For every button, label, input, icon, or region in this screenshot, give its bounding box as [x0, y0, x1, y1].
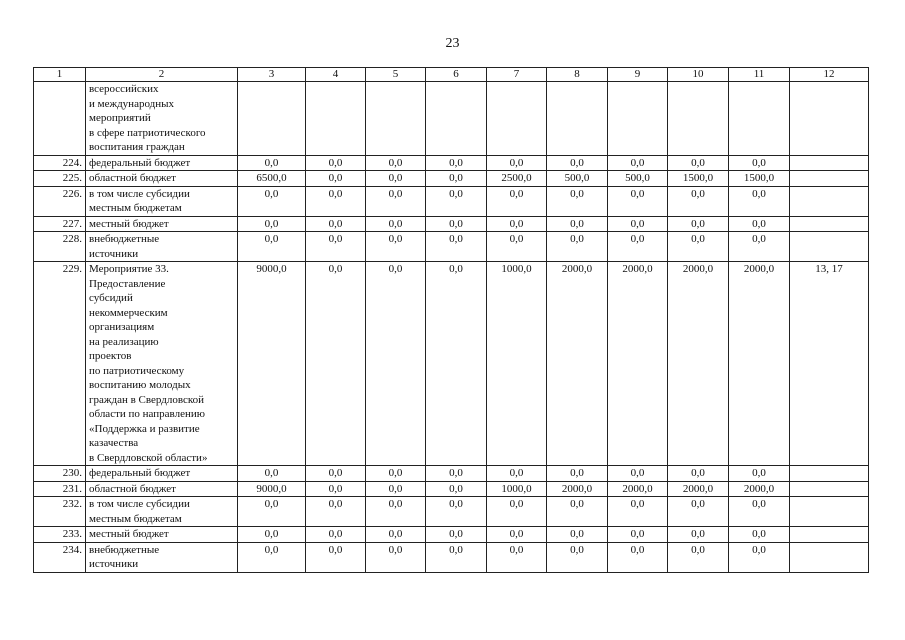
value-cell: 0,0 — [729, 155, 790, 171]
value-cell: 0,0 — [668, 232, 729, 262]
value-cell: 0,0 — [306, 466, 366, 482]
header-cell: 3 — [238, 68, 306, 82]
row-name: федеральный бюджет — [86, 155, 238, 171]
table-row — [34, 82, 869, 156]
header-row — [34, 68, 869, 82]
value-cell: 0,0 — [487, 542, 547, 572]
value-cell: 0,0 — [729, 186, 790, 216]
value-cell: 0,0 — [366, 186, 426, 216]
value-cell — [487, 82, 547, 156]
value-cell: 0,0 — [487, 186, 547, 216]
row-number: 233. — [34, 527, 86, 543]
value-cell: 0,0 — [547, 155, 608, 171]
row-name: внебюджетные источники — [86, 232, 238, 262]
value-cell: 9000,0 — [238, 481, 306, 497]
value-cell — [366, 82, 426, 156]
value-cell: 0,0 — [487, 466, 547, 482]
value-cell: 0,0 — [668, 186, 729, 216]
target-indicator-cell — [790, 527, 869, 543]
value-cell: 0,0 — [238, 155, 306, 171]
value-cell: 0,0 — [306, 542, 366, 572]
value-cell: 0,0 — [366, 171, 426, 187]
header-cell: 11 — [729, 68, 790, 82]
value-cell: 0,0 — [426, 232, 487, 262]
value-cell: 1000,0 — [487, 481, 547, 497]
value-cell: 6500,0 — [238, 171, 306, 187]
value-cell: 0,0 — [608, 466, 668, 482]
value-cell: 1500,0 — [729, 171, 790, 187]
value-cell — [238, 82, 306, 156]
value-cell: 0,0 — [487, 527, 547, 543]
value-cell: 0,0 — [487, 497, 547, 527]
value-cell: 0,0 — [547, 232, 608, 262]
header-cell: 7 — [487, 68, 547, 82]
row-number: 229. — [34, 262, 86, 466]
table-row — [34, 542, 869, 572]
row-number: 232. — [34, 497, 86, 527]
value-cell: 0,0 — [238, 232, 306, 262]
table-body — [34, 68, 869, 573]
value-cell: 0,0 — [366, 262, 426, 466]
row-number: 228. — [34, 232, 86, 262]
header-cell: 10 — [668, 68, 729, 82]
value-cell: 0,0 — [306, 186, 366, 216]
value-cell: 0,0 — [366, 542, 426, 572]
row-name: внебюджетные источники — [86, 542, 238, 572]
target-indicator-cell — [790, 497, 869, 527]
value-cell: 0,0 — [668, 466, 729, 482]
value-cell: 0,0 — [487, 232, 547, 262]
value-cell: 0,0 — [668, 155, 729, 171]
row-name: Мероприятие 33. Предоставление субсидий некоммерческим организациям на реализацию проектов по патриотическому воспитанию молодых граждан в Свердловской области по направлению «Поддержка и развитие казачества в Свердловской области» — [86, 262, 238, 466]
value-cell: 0,0 — [306, 155, 366, 171]
table-row — [34, 527, 869, 543]
value-cell: 2000,0 — [547, 262, 608, 466]
page-number: 23 — [445, 36, 460, 51]
target-indicator-cell — [790, 186, 869, 216]
header-cell: 8 — [547, 68, 608, 82]
value-cell: 2000,0 — [608, 262, 668, 466]
value-cell: 2000,0 — [547, 481, 608, 497]
value-cell: 0,0 — [306, 497, 366, 527]
header-cell: 5 — [366, 68, 426, 82]
row-name: в том числе субсидии местным бюджетам — [86, 186, 238, 216]
value-cell: 0,0 — [729, 527, 790, 543]
value-cell — [608, 82, 668, 156]
row-name: областной бюджет — [86, 481, 238, 497]
table-row — [34, 497, 869, 527]
value-cell: 0,0 — [366, 497, 426, 527]
value-cell: 0,0 — [729, 232, 790, 262]
value-cell: 0,0 — [426, 155, 487, 171]
value-cell: 0,0 — [487, 155, 547, 171]
value-cell: 0,0 — [608, 186, 668, 216]
value-cell: 0,0 — [668, 527, 729, 543]
row-number — [34, 82, 86, 156]
value-cell — [426, 82, 487, 156]
value-cell: 0,0 — [547, 497, 608, 527]
value-cell — [306, 82, 366, 156]
value-cell: 2000,0 — [668, 481, 729, 497]
value-cell: 500,0 — [547, 171, 608, 187]
value-cell: 0,0 — [426, 216, 487, 232]
target-indicator-cell — [790, 171, 869, 187]
value-cell: 2000,0 — [729, 262, 790, 466]
value-cell: 2000,0 — [668, 262, 729, 466]
header-cell: 4 — [306, 68, 366, 82]
table-row — [34, 216, 869, 232]
row-number: 226. — [34, 186, 86, 216]
header-cell: 2 — [86, 68, 238, 82]
row-name: местный бюджет — [86, 527, 238, 543]
row-number: 225. — [34, 171, 86, 187]
value-cell: 0,0 — [668, 216, 729, 232]
row-number: 230. — [34, 466, 86, 482]
table-row — [34, 171, 869, 187]
value-cell: 0,0 — [547, 216, 608, 232]
row-name: в том числе субсидии местным бюджетам — [86, 497, 238, 527]
value-cell: 0,0 — [608, 216, 668, 232]
value-cell: 0,0 — [426, 542, 487, 572]
target-indicator-cell — [790, 481, 869, 497]
header-cell: 9 — [608, 68, 668, 82]
value-cell: 0,0 — [729, 216, 790, 232]
value-cell: 0,0 — [366, 466, 426, 482]
table-row — [34, 186, 869, 216]
row-name: всероссийских и международных мероприятий в сфере патриотического воспитания граждан — [86, 82, 238, 156]
table-row — [34, 481, 869, 497]
value-cell: 0,0 — [306, 216, 366, 232]
value-cell: 1500,0 — [668, 171, 729, 187]
table-row — [34, 155, 869, 171]
value-cell: 0,0 — [547, 186, 608, 216]
target-indicator-cell — [790, 155, 869, 171]
value-cell: 0,0 — [426, 527, 487, 543]
value-cell: 2500,0 — [487, 171, 547, 187]
row-name: федеральный бюджет — [86, 466, 238, 482]
value-cell: 0,0 — [238, 466, 306, 482]
value-cell: 0,0 — [426, 186, 487, 216]
value-cell: 2000,0 — [729, 481, 790, 497]
budget-table — [33, 67, 869, 573]
header-cell: 1 — [34, 68, 86, 82]
value-cell: 0,0 — [426, 481, 487, 497]
row-name: областной бюджет — [86, 171, 238, 187]
header-cell: 12 — [790, 68, 869, 82]
value-cell: 0,0 — [366, 527, 426, 543]
value-cell: 0,0 — [426, 171, 487, 187]
target-indicator-cell — [790, 216, 869, 232]
value-cell: 0,0 — [238, 216, 306, 232]
target-indicator-cell: 13, 17 — [790, 262, 869, 466]
table-row — [34, 466, 869, 482]
value-cell: 0,0 — [306, 171, 366, 187]
row-number: 234. — [34, 542, 86, 572]
value-cell: 0,0 — [608, 497, 668, 527]
value-cell — [729, 82, 790, 156]
value-cell: 0,0 — [306, 481, 366, 497]
value-cell: 0,0 — [366, 216, 426, 232]
value-cell: 0,0 — [547, 527, 608, 543]
value-cell: 0,0 — [608, 232, 668, 262]
value-cell: 0,0 — [668, 497, 729, 527]
value-cell: 0,0 — [547, 542, 608, 572]
value-cell: 0,0 — [306, 232, 366, 262]
value-cell: 0,0 — [729, 466, 790, 482]
table-row — [34, 262, 869, 466]
header-cell: 6 — [426, 68, 487, 82]
value-cell: 0,0 — [238, 497, 306, 527]
value-cell: 9000,0 — [238, 262, 306, 466]
value-cell: 0,0 — [426, 497, 487, 527]
value-cell: 0,0 — [608, 155, 668, 171]
value-cell: 0,0 — [238, 527, 306, 543]
value-cell: 0,0 — [306, 527, 366, 543]
value-cell — [668, 82, 729, 156]
value-cell: 0,0 — [426, 466, 487, 482]
value-cell: 0,0 — [238, 542, 306, 572]
value-cell: 0,0 — [608, 527, 668, 543]
row-number: 227. — [34, 216, 86, 232]
value-cell: 0,0 — [306, 262, 366, 466]
value-cell: 0,0 — [366, 232, 426, 262]
target-indicator-cell — [790, 82, 869, 156]
value-cell: 1000,0 — [487, 262, 547, 466]
value-cell: 0,0 — [366, 481, 426, 497]
value-cell: 0,0 — [729, 542, 790, 572]
target-indicator-cell — [790, 542, 869, 572]
target-indicator-cell — [790, 466, 869, 482]
value-cell: 0,0 — [729, 497, 790, 527]
value-cell: 0,0 — [426, 262, 487, 466]
value-cell: 0,0 — [668, 542, 729, 572]
value-cell: 0,0 — [608, 542, 668, 572]
table-row — [34, 232, 869, 262]
row-name: местный бюджет — [86, 216, 238, 232]
value-cell — [547, 82, 608, 156]
row-number: 231. — [34, 481, 86, 497]
row-number: 224. — [34, 155, 86, 171]
value-cell: 0,0 — [238, 186, 306, 216]
value-cell: 2000,0 — [608, 481, 668, 497]
value-cell: 0,0 — [487, 216, 547, 232]
value-cell: 500,0 — [608, 171, 668, 187]
value-cell: 0,0 — [366, 155, 426, 171]
value-cell: 0,0 — [547, 466, 608, 482]
target-indicator-cell — [790, 232, 869, 262]
